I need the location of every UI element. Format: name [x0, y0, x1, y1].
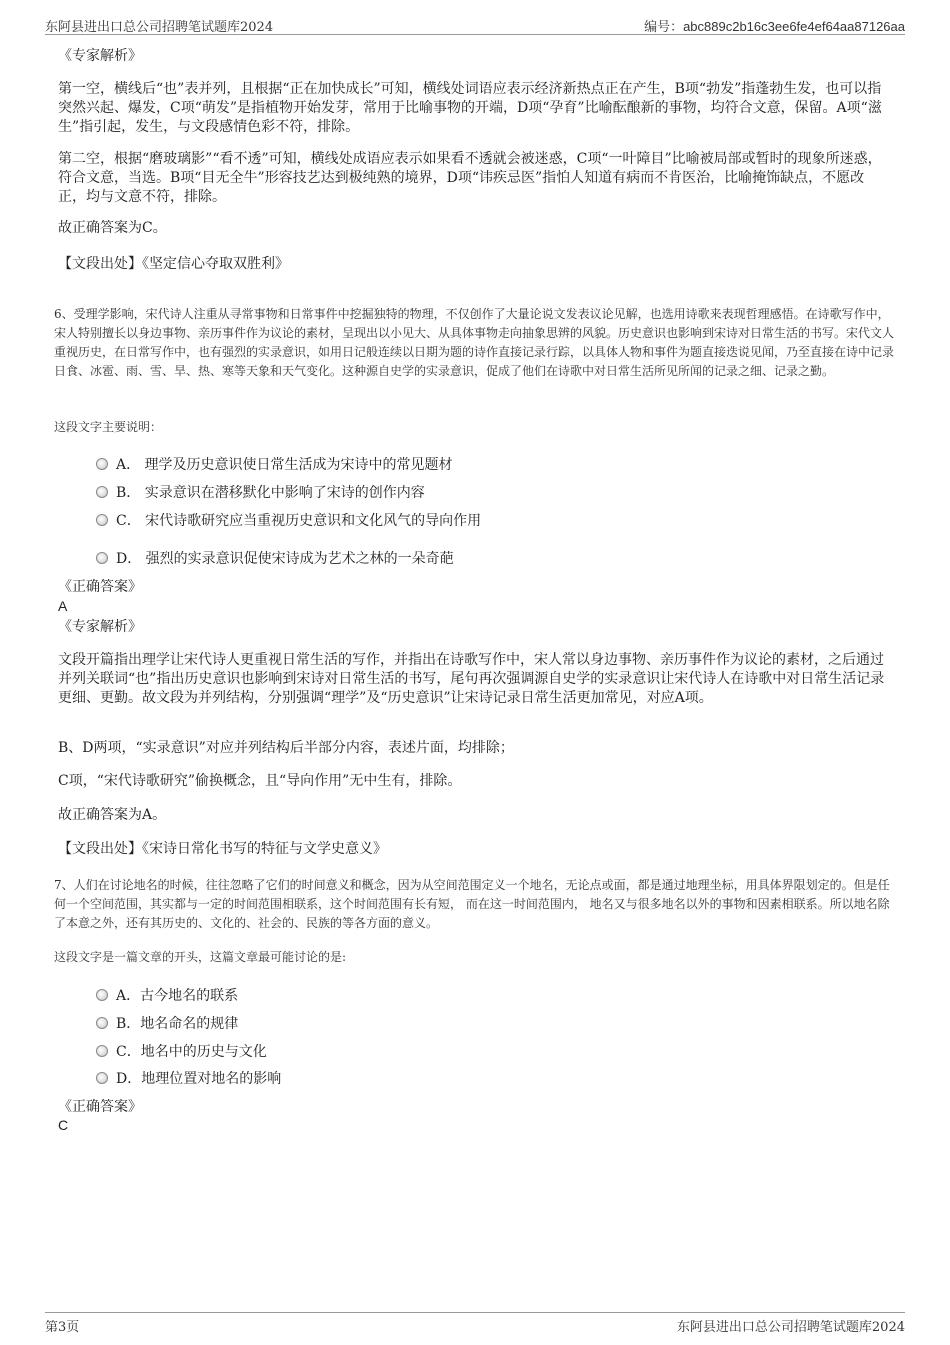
q7-stem: 7、人们在讨论地名的时候，往往忽略了它们的时间意义和概念，因为从空间范围定义一个地名，无论点或面，都是通过地理坐标，用具体界限划定的。但是任何一个空间范围，其实都与一定的时间范围相联系，这个时间范围有长有短， 而在这一时间范围内， 地名又与很多地名以外的事物和因素相联系。所以地名除了本意之外，还有其历史的、文化的、社会的、民族的等各方面的意义。	[54, 878, 890, 930]
q6-answer-title: 《正确答案》	[58, 579, 142, 595]
page-footer	[45, 1312, 905, 1333]
q7-option-c[interactable]: C．地名中的历史与文化	[96, 1041, 267, 1061]
radio-icon[interactable]	[96, 1072, 108, 1084]
q6-source: 【文段出处】《宋诗日常化书写的特征与文学史意义》	[58, 841, 387, 857]
q7-option-a[interactable]: A．古今地名的联系	[96, 985, 238, 1005]
q6-analysis-para-1: 文段开篇指出理学让宋代诗人更重视日常生活的写作，并指出在诗歌写作中，宋人常以身边事物、亲历事件作为议论的素材，之后通过并列关联词“也”指出历史意识也影响到宋诗对日常生活的书写，尾句再次强调源自史学的实录意识让宋代诗人在诗歌中对日常生活记录更细、更勤。故文段为并列结构，分别强调“理学”及“历史意识”让宋诗记录日常生活更加常见，对应A项。	[58, 652, 885, 706]
q6-option-c[interactable]: C． 宋代诗歌研究应当重视历史意识和文化风气的导向作用	[96, 510, 481, 530]
q5-source: 【文段出处】《坚定信心夺取双胜利》	[58, 256, 289, 272]
q6-option-b[interactable]: B． 实录意识在潜移默化中影响了宋诗的创作内容	[96, 482, 425, 502]
q7-option-b[interactable]: B．地名命名的规律	[96, 1013, 238, 1033]
q6-stem: 6、受理学影响，宋代诗人注重从寻常事物和日常事件中挖掘独特的物理，不仅创作了大量论说文发表议论见解，也选用诗歌来表现哲理感悟。在诗歌写作中，宋人特别擅长以身边事物、亲历事件作为议论的素材，呈现出以小见大、从具体事物走向抽象思辨的风貌。历史意识也影响到宋诗对日常生活的书写。宋代文人重视历史，在日常写作中，也有强烈的实录意识，如用日记般连续以日期为题的诗作直接记录行踪，以具体人物和事件为题直接迭说见闻，乃至直接在诗中记录日食、冰雹、雨、雪、旱、热、寒等天象和天气变化。这种源自史学的实录意识，促成了他们在诗歌中对日常生活所见所闻的记录之细、记录之勤。	[54, 307, 895, 378]
q7-answer: C	[58, 1117, 69, 1133]
q6-answer: A	[58, 598, 68, 614]
q5-answer-line: 故正确答案为C。	[58, 220, 167, 236]
q6-analysis-para-3: C项，“宋代诗歌研究”偷换概念，且“导向作用”无中生有，排除。	[58, 773, 462, 789]
radio-icon[interactable]	[96, 458, 108, 470]
page-number: 第3页	[45, 1320, 80, 1335]
q7-question: 这段文字是一篇文章的开头，这篇文章最可能讨论的是:	[54, 950, 347, 964]
q6-option-a[interactable]: A． 理学及历史意识使日常生活成为宋诗中的常见题材	[96, 454, 453, 474]
q7-answer-title: 《正确答案》	[58, 1099, 142, 1115]
q7-option-d[interactable]: D．地理位置对地名的影响	[96, 1068, 281, 1088]
radio-icon[interactable]	[96, 514, 108, 526]
q6-question: 这段文字主要说明：	[54, 420, 163, 434]
header-title: 东阿县进出口总公司招聘笔试题库2024	[45, 20, 274, 35]
q6-option-d[interactable]: D． 强烈的实录意识促使宋诗成为艺术之林的一朵奇葩	[96, 548, 454, 568]
q6-analysis-para-2: B、D两项，“实录意识”对应并列结构后半部分内容，表述片面，均排除；	[58, 740, 514, 756]
radio-icon[interactable]	[96, 1017, 108, 1029]
footer-title: 东阿县进出口总公司招聘笔试题库2024	[676, 1320, 905, 1335]
document-id: 编号：abc889c2b16c3ee6fe4ef64aa87126aa	[644, 19, 905, 34]
q5-analysis-para-2: 第二空，根据“磨玻璃影”“看不透”可知，横线处成语应表示如果看不透就会被迷惑，C项“一叶障目”比喻被局部或暂时的现象所迷惑，符合文意，当选。B项“目无全牛”形容技艺达到极纯熟的境界，D项“讳疾忌医”指怕人知道有病而不肯医治，比喻掩饰缺点，不愿改正，均与文意不符，排除。	[58, 151, 882, 205]
q6-answer-line: 故正确答案为A。	[58, 807, 167, 823]
radio-icon[interactable]	[96, 989, 108, 1001]
radio-icon[interactable]	[96, 1045, 108, 1057]
radio-icon[interactable]	[96, 486, 108, 498]
radio-icon[interactable]	[96, 552, 108, 564]
q6-analysis-title: 《专家解析》	[58, 619, 142, 635]
q5-analysis-title: 《专家解析》	[58, 48, 142, 64]
page-header	[45, 14, 905, 35]
q5-analysis-para-1: 第一空，横线后“也”表并列，且根据“正在加快成长”可知，横线处词语应表示经济新热点正在产生，B项“勃发”指蓬勃生发，也可以指突然兴起、爆发，C项“萌发”是指植物开始发芽，常用于比喻事物的开端，D项“孕育”比喻酝酿新的事物，均符合文意，保留。A项“滋生”指引起，发生，与文段感情色彩不符，排除。	[58, 81, 882, 135]
